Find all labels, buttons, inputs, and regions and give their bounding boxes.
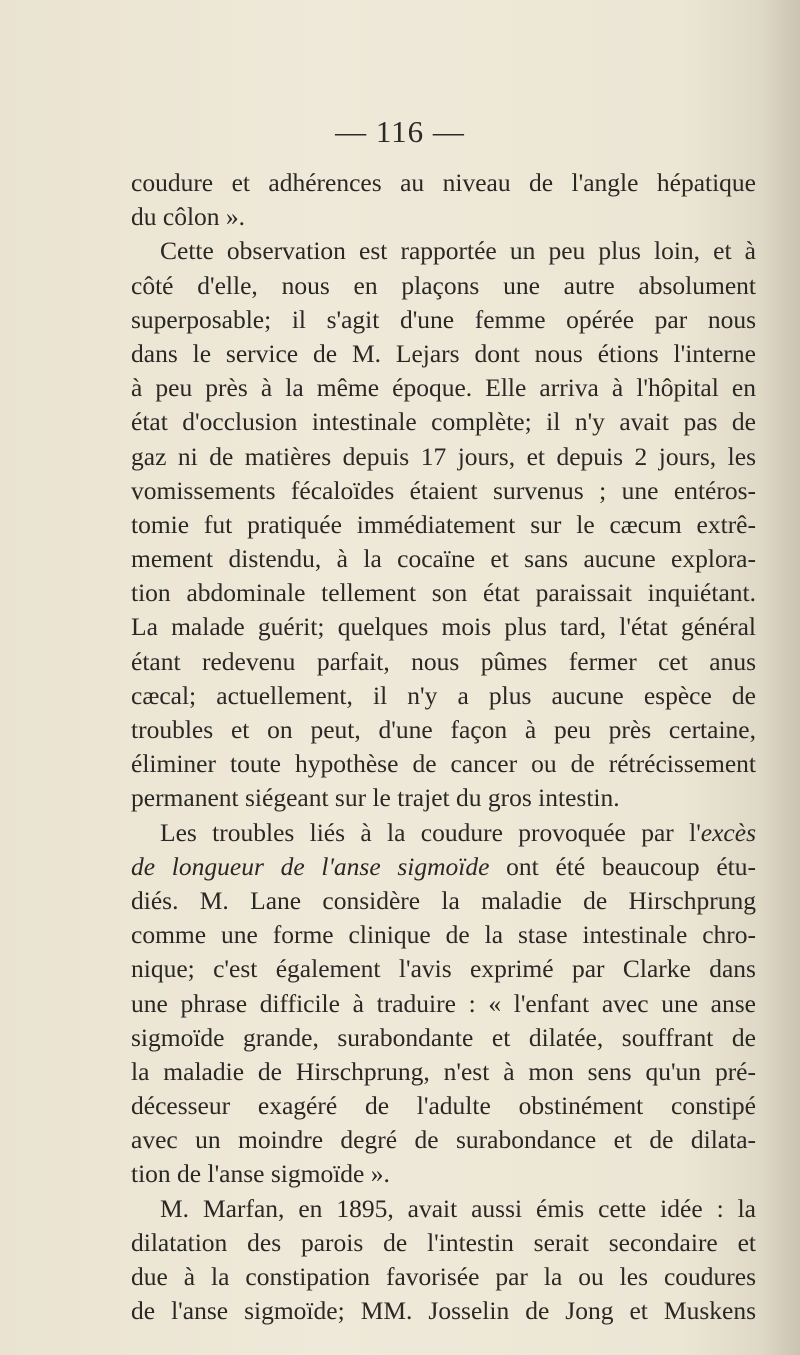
- text-run: tomie fut pratiquée immédiatement sur le cæcum extrê-: [131, 509, 756, 539]
- text-line: [131, 1089, 756, 1123]
- text-run: la maladie de Hirschprung, n'est à mon sens qu'un pré-: [131, 1056, 756, 1086]
- text-line: [131, 371, 756, 405]
- text-run: état d'occlusion intestinale complète; il n'y avait pas de: [131, 407, 756, 437]
- text-line: [131, 542, 756, 576]
- text-run: avec un moindre degré de surabondance et de dilata-: [131, 1125, 756, 1155]
- text-line: [131, 1226, 756, 1260]
- text-run: tion abdominale tellement son état paraissait inquiétant.: [131, 578, 756, 608]
- italic-text-run: excès: [700, 817, 756, 847]
- text-line: [131, 884, 756, 918]
- text-run: permanent siégeant sur le trajet du gros intestin.: [131, 783, 620, 813]
- text-line: [131, 645, 756, 679]
- text-run: une phrase difficile à traduire : « l'enfant avec une anse: [131, 988, 756, 1018]
- text-line: [131, 200, 756, 234]
- text-line: [131, 474, 756, 508]
- text-line: [131, 1260, 756, 1294]
- text-line: [131, 850, 756, 884]
- text-line: [131, 1123, 756, 1157]
- text-run: éliminer toute hypothèse de cancer ou de rétrécissement: [131, 749, 756, 779]
- text-line: [131, 679, 756, 713]
- text-run: diés. M. Lane considère la maladie de Hirschprung: [131, 885, 756, 915]
- text-run: comme une forme clinique de la stase intestinale chro-: [131, 920, 756, 950]
- text-run: étant redevenu parfait, nous pûmes fermer cet anus: [131, 646, 756, 676]
- text-run: superposable; il s'agit d'une femme opérée par nous: [131, 304, 756, 334]
- text-line: [131, 713, 756, 747]
- text-run: du côlon ».: [131, 202, 246, 232]
- text-line: [131, 987, 756, 1021]
- text-line: [131, 1192, 756, 1226]
- text-line: [131, 918, 756, 952]
- text-run: dilatation des parois de l'intestin serait secondaire et: [131, 1227, 756, 1257]
- text-line: [131, 576, 756, 610]
- text-run: ont été beaucoup étu-: [489, 851, 756, 881]
- text-run: de l'anse sigmoïde; MM. Josselin de Jong et Muskens: [131, 1296, 756, 1326]
- text-line: [131, 1157, 756, 1191]
- text-line: [131, 166, 756, 200]
- text-run: à peu près à la même époque. Elle arriva à l'hôpital en: [131, 373, 756, 403]
- text-run: Cette observation est rapportée un peu plus loin, et à: [160, 236, 756, 266]
- text-line: [131, 781, 756, 815]
- text-run: Les troubles liés à la coudure provoquée par l': [160, 817, 701, 847]
- text-line: [131, 952, 756, 986]
- text-run: gaz ni de matières depuis 17 jours, et depuis 2 jours, les: [131, 441, 756, 471]
- text-line: [131, 303, 756, 337]
- text-line: [131, 337, 756, 371]
- text-run: sigmoïde grande, surabondante et dilatée, souffrant de: [131, 1022, 756, 1052]
- text-run: mement distendu, à la cocaïne et sans aucune explora-: [131, 544, 756, 574]
- page-edge-shadow: [760, 0, 800, 1355]
- text-line: [131, 747, 756, 781]
- text-line: [131, 508, 756, 542]
- text-run: cæcal; actuellement, il n'y a plus aucune espèce de: [131, 680, 756, 710]
- text-line: [131, 1021, 756, 1055]
- text-run: tion de l'anse sigmoïde ».: [131, 1159, 390, 1189]
- page-number: — 116 —: [335, 114, 465, 149]
- text-run: côté d'elle, nous en plaçons une autre absolument: [131, 270, 756, 300]
- text-run: vomissements fécaloïdes étaient survenus ; une entéros-: [131, 475, 756, 505]
- text-run: nique; c'est également l'avis exprimé par Clarke dans: [131, 954, 756, 984]
- text-run: M. Marfan, en 1895, avait aussi émis cette idée : la: [160, 1193, 756, 1223]
- text-run: dans le service de M. Lejars dont nous étions l'interne: [131, 338, 756, 368]
- italic-text-run: de longueur de l'anse sigmoïde: [131, 851, 490, 881]
- text-line: [131, 1294, 756, 1328]
- text-line: [131, 269, 756, 303]
- body-text: [131, 166, 756, 1328]
- text-line: [131, 610, 756, 644]
- text-line: [131, 234, 756, 268]
- text-run: troubles et on peut, d'une façon à peu près certaine,: [131, 715, 756, 744]
- text-run: décesseur exagéré de l'adulte obstinément constipé: [131, 1091, 756, 1121]
- text-line: [131, 1055, 756, 1089]
- text-line: [131, 405, 756, 439]
- text-run: La malade guérit; quelques mois plus tard, l'état général: [131, 612, 756, 642]
- text-line: [131, 440, 756, 474]
- text-run: due à la constipation favorisée par la ou les coudures: [131, 1262, 756, 1291]
- text-line: [131, 816, 756, 850]
- text-run: coudure et adhérences au niveau de l'angle hépatique: [131, 168, 756, 197]
